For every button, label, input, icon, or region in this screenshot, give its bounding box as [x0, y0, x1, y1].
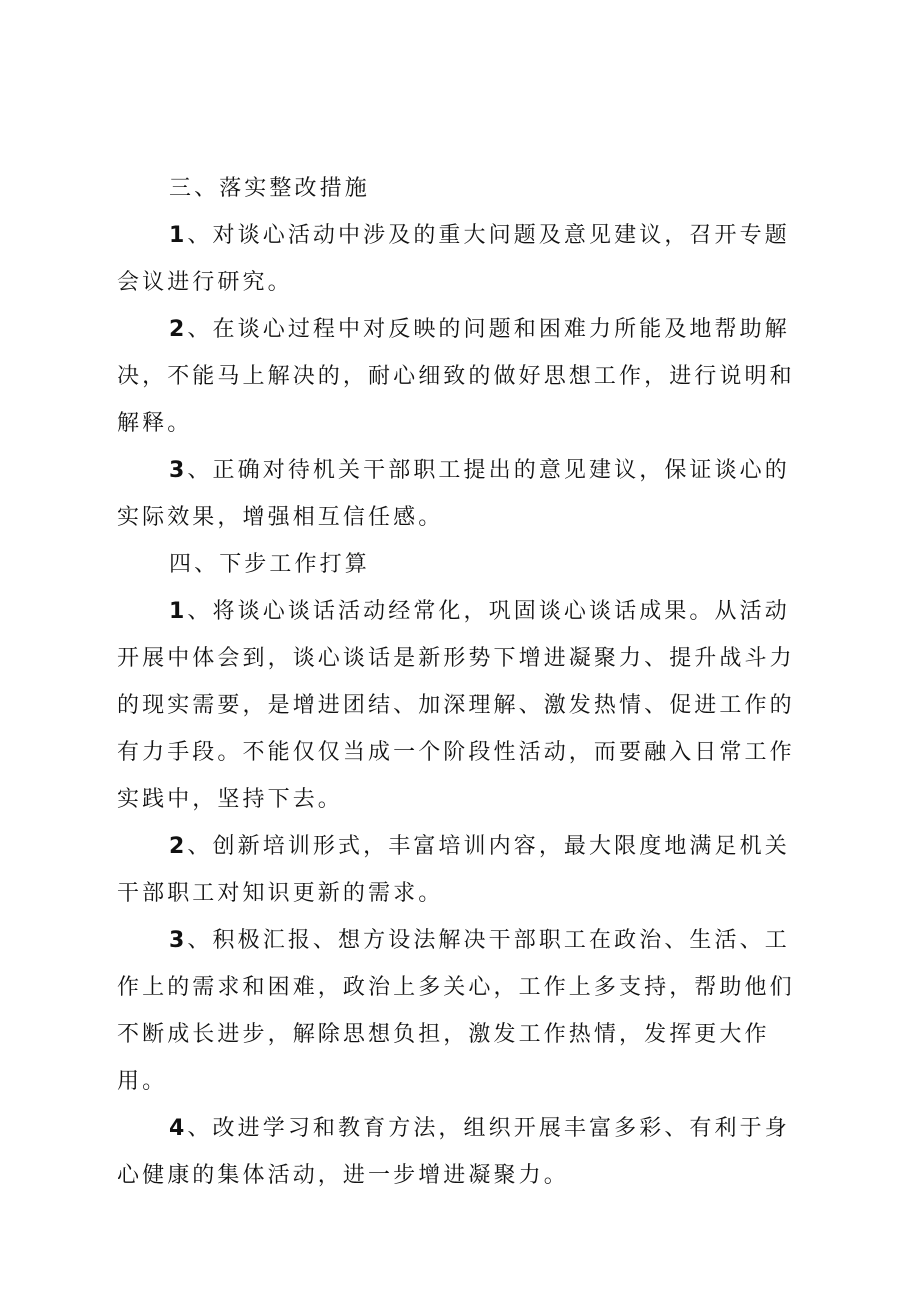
- document-body: [117, 165, 807, 1199]
- section4-item-3: [117, 917, 807, 1105]
- item-number: 2: [169, 317, 188, 342]
- item-number: 1: [169, 223, 188, 248]
- item-number: 4: [169, 1116, 188, 1141]
- item-text: 、创新培训形式，丰富培训内容，最大限度地满足机关干部职工对知识更新的需求。: [117, 834, 790, 906]
- item-text: 、将谈心谈话活动经常化，巩固谈心谈话成果。从活动开展中体会到，谈心谈话是新形势下增进凝聚力、提升战斗力的现实需要，是增进团结、加深理解、激发热情、促进工作的有力手段。不能仅仅当成一个阶段性活动，而要融入日常工作实践中，坚持下去。: [117, 599, 795, 812]
- item-number: 3: [169, 928, 188, 953]
- section3-item-3: [117, 447, 807, 541]
- section4-item-2: [117, 823, 807, 917]
- section4-item-4: [117, 1105, 807, 1199]
- item-text: 、积极汇报、想方设法解决干部职工在政治、生活、工作上的需求和困难，政治上多关心，工作上多支持，帮助他们不断成长进步，解除思想负担，激发工作热情，发挥更大作用。: [117, 928, 795, 1094]
- item-text: 、改进学习和教育方法，组织开展丰富多彩、有利于身心健康的集体活动，进一步增进凝聚力。: [117, 1116, 790, 1188]
- item-text: 、在谈心过程中对反映的问题和困难力所能及地帮助解决，不能马上解决的，耐心细致的做好思想工作，进行说明和解释。: [117, 317, 795, 436]
- section-heading-4: 四、下步工作打算: [169, 552, 370, 577]
- section3-item-2: [117, 306, 807, 447]
- item-text: 、对谈心活动中涉及的重大问题及意见建议，召开专题会议进行研究。: [117, 223, 790, 295]
- item-number: 3: [169, 458, 188, 483]
- section4-item-1: [117, 588, 807, 823]
- section-heading-3: 三、落实整改措施: [169, 176, 370, 201]
- item-text: 、正确对待机关干部职工提出的意见建议，保证谈心的实际效果，增强相互信任感。: [117, 458, 790, 530]
- item-number: 2: [169, 834, 188, 859]
- section3-item-1: [117, 212, 807, 306]
- item-number: 1: [169, 599, 188, 624]
